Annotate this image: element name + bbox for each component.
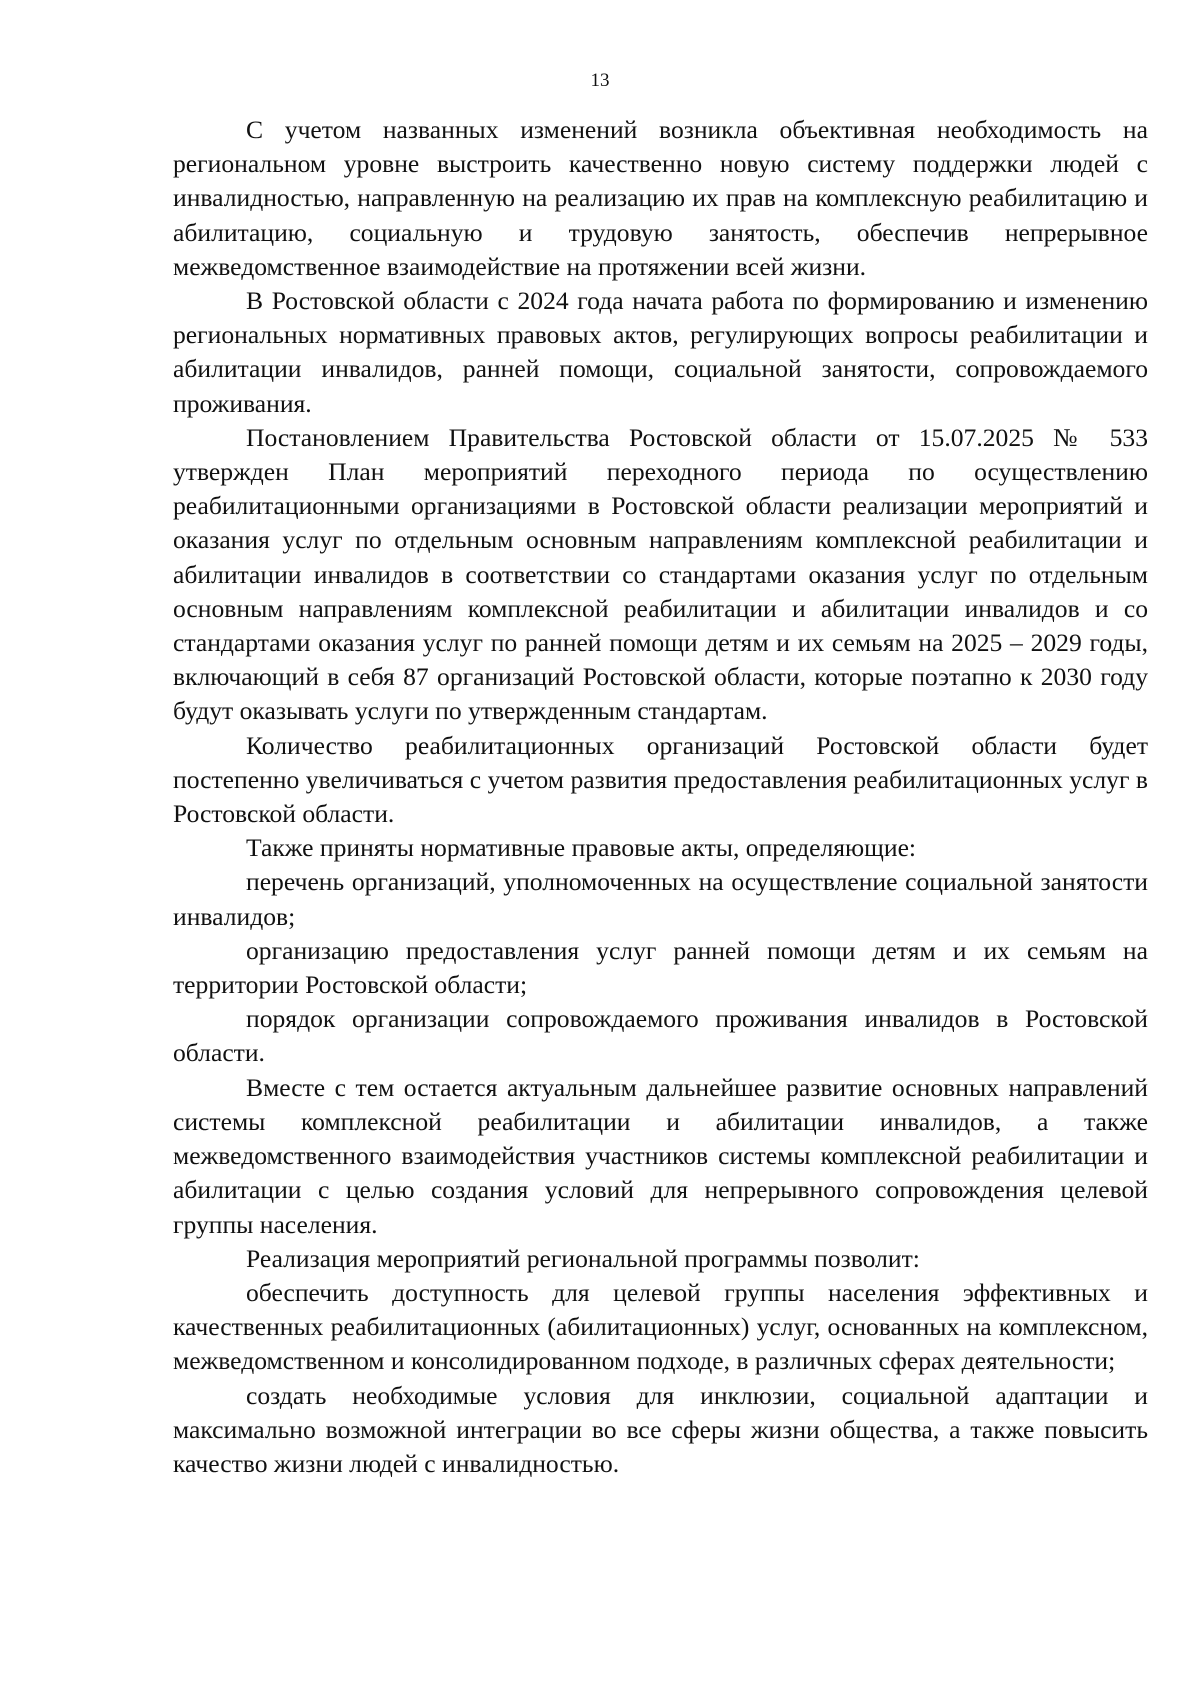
- paragraph-need-for-new-system: С учетом названных изменений возникла объективная необходимость на региональном уровне выстроить качественно новую систему поддержки людей с инвалидностью, направленную на реализацию их прав на комплексную реабилитацию и абилитацию, социальную и трудовую занятость, обеспечив непрерывное межведомственное взаимодействие на протяжении всей жизни.: [173, 115, 1148, 281]
- paragraph-program-will-allow: Реализация мероприятий региональной программы позволит:: [246, 1243, 920, 1273]
- document-body: [173, 113, 1148, 1481]
- list-item-supported-living: порядок организации сопровождаемого проживания инвалидов в Ростовской области.: [173, 1004, 1148, 1068]
- paragraph-regional-acts-2024: В Ростовской области с 2024 года начата работа по формированию и изменению региональных нормативных правовых актов, регулирующих вопросы реабилитации и абилитации инвалидов, ранней помощи, социальной занятости, сопровождаемого проживания.: [173, 286, 1148, 418]
- page-number: 13: [590, 70, 610, 91]
- paragraph-organizations-growth: Количество реабилитационных организаций Ростовской области будет постепенно увеличиваться с учетом развития предоставления реабилитационных услуг в Ростовской области.: [173, 730, 1148, 829]
- list-item-ensure-accessibility: обеспечить доступность для целевой группы населения эффективных и качественных реабилитационных (абилитационных) услуг, основанных на комплексном, межведомственном и консолидированном подходе, в различных сферах деятельности;: [173, 1277, 1148, 1376]
- list-item-social-employment: перечень организаций, уполномоченных на осуществление социальной занятости инвалидов;: [173, 867, 1148, 931]
- paragraph-acts-adopted-intro: Также приняты нормативные правовые акты, определяющие:: [246, 833, 917, 863]
- list-item-early-help: организацию предоставления услуг ранней помощи детям и их семьям на территории Ростовской области;: [173, 935, 1148, 1000]
- paragraph-further-development: Вместе с тем остается актуальным дальнейшее развитие основных направлений системы комплексной реабилитации и абилитации инвалидов, а также межведомственного взаимодействия участников системы комплексной реабилитации и абилитации с целью создания условий для непрерывного сопровождения целевой группы населения.: [173, 1072, 1148, 1239]
- paragraph-resolution-533: Постановлением Правительства Ростовской области от 15.07.2025 № 533 утвержден План мероприятий переходного периода по осуществлению реабилитационными организациями в Ростовской области реализации мероприятий и оказания услуг по отдельным основным направлениям комплексной реабилитации и абилитации инвалидов в соответствии со стандартами оказания услуг по отдельным основным направлениям комплексной реабилитации и абилитации инвалидов и со стандартами оказания услуг по ранней помощи детям и их семьям на 2025 – 2029 годы, включающий в себя 87 организаций Ростовской области, которые поэтапно к 2030 году будут оказывать услуги по утвержденным стандартам.: [173, 422, 1148, 726]
- list-item-inclusion-conditions: создать необходимые условия для инклюзии, социальной адаптации и максимально возможной интеграции во все сферы жизни общества, а также повысить качество жизни людей с инвалидностью.: [173, 1380, 1148, 1478]
